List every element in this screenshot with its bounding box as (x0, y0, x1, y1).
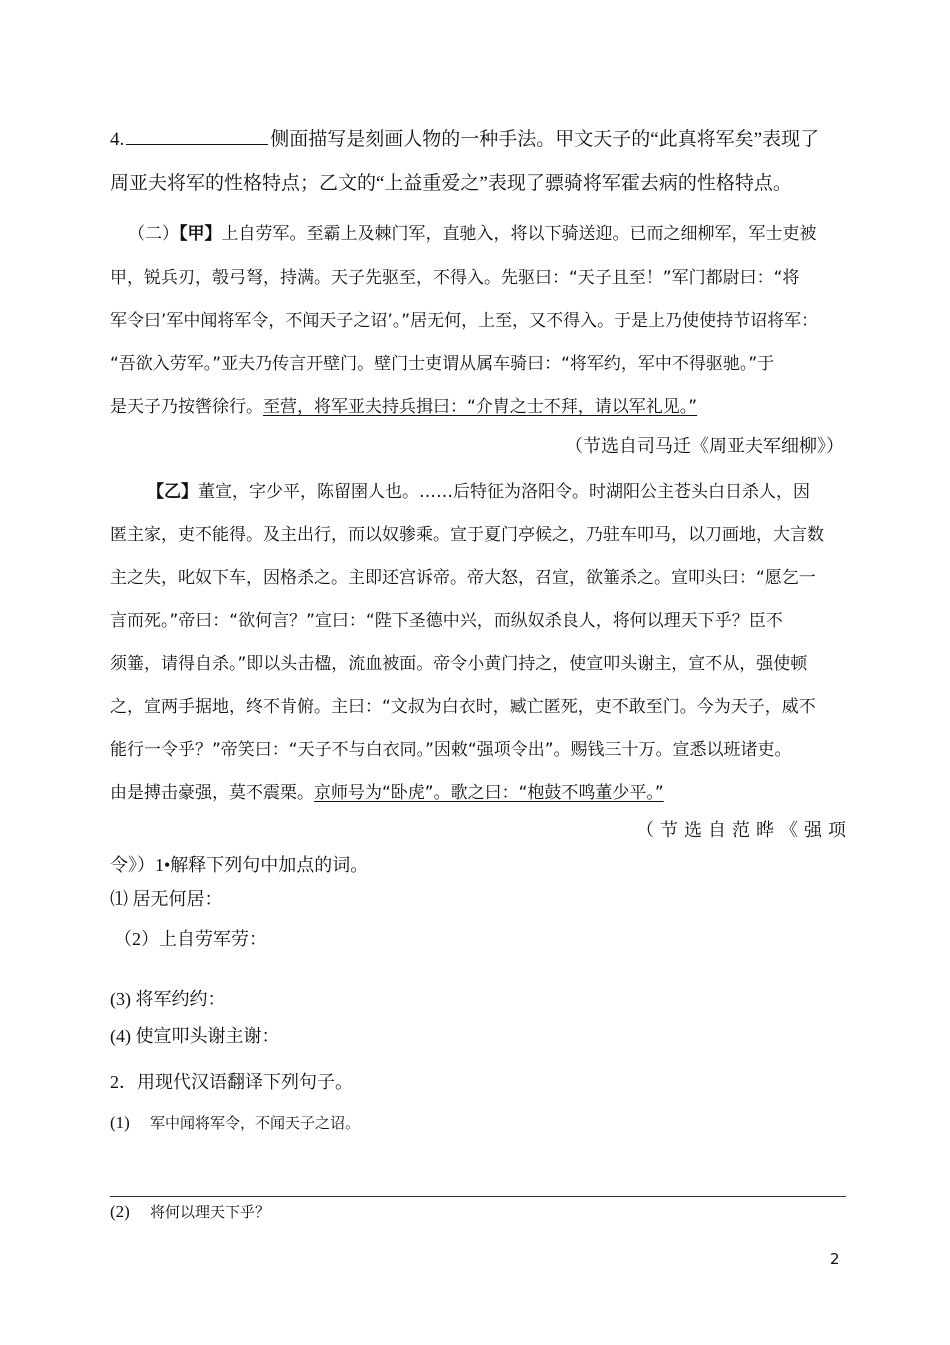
question-4-line-2: 周亚夫将军的性格特点；乙文的“上益重爱之”表现了骠骑将军霍去病的性格特点。 (110, 173, 792, 194)
question-1-item-3: (3) 将军约约： (110, 989, 226, 1009)
passage-jia-line-2: 甲，锐兵刃，彀弓弩，持满。天子先驱至，不得入。先驱曰：“天子且至！”军门都尉曰：“将 (110, 268, 800, 288)
question-4-text: 侧面描写是刻画人物的一种手法。甲文天子的“此真将军矣”表现了 (270, 129, 820, 150)
passage-yi-text: 董宣，字少平，陈留圉人也。……后特征为洛阳令。时湖阳公主苍头白日杀人，因 (198, 482, 810, 502)
item-text: 军中闻将军令，不闻天子之诏。 (150, 1114, 361, 1132)
source-char: 选 (684, 820, 702, 840)
question-1-item-1: ⑴ 居无何居： (110, 889, 223, 909)
passage-jia-line-5 (110, 392, 697, 417)
source-char: 节 (660, 820, 678, 840)
question-4-number: 4. (110, 129, 125, 150)
underlined-sentence: 至营，将军亚夫持兵揖曰：“介胄之士不拜，请以军礼见。” (263, 397, 698, 417)
passage-yi-text: 由是搏击豪强，莫不震栗。 (110, 783, 314, 803)
question-1-item-4: (4) 使宣叩头谢主谢： (110, 1026, 280, 1046)
source-char: 自 (708, 820, 726, 840)
question-2-title: 2．用现代汉语翻译下列句子。 (110, 1072, 353, 1092)
source-char: 《 (780, 820, 798, 840)
passage-yi-line-8 (110, 778, 664, 803)
passage-jia-line-1 (128, 219, 817, 244)
passage-jia-text: 上自劳军。至霸上及棘门军，直驰入，将以下骑送迎。已而之细柳军，军士吏被 (221, 224, 817, 244)
question-2-item-1 (110, 1112, 360, 1133)
source-char: 晔 (756, 820, 774, 840)
passage-yi-line-7: 能行一令乎？”帝笑曰：“天子不与白衣同。”因敕“强项令出”。赐钱三十万。宣悉以班诸吏。 (110, 740, 792, 760)
source-char: 范 (732, 820, 750, 840)
section-label: （二） (128, 224, 179, 244)
item-number: (2) (110, 1202, 130, 1221)
question-1-item-2: （2）上自劳军劳： (114, 929, 267, 949)
passage-jia-label: 【甲】 (179, 224, 222, 244)
passage-yi-line-4: 言而死。”帝曰：“欲何言？”宣曰：“陛下圣德中兴，而纵奴杀良人，将何以理天下乎？臣不 (110, 611, 783, 631)
passage-yi-label: 【乙】 (147, 482, 198, 502)
source-char: 强 (804, 820, 822, 840)
underlined-sentence: 京师号为“卧虎”。歌之曰：“枹鼓不鸣董少平。” (314, 783, 664, 803)
source-char: （ (636, 820, 654, 840)
passage-jia-line-3: 军令曰’军中闻将军令，不闻天子之诏’。”居无何，上至，又不得入。于是上乃使使持节诏将军： (110, 311, 819, 331)
passage-jia-source: （节选自司马迁《周亚夫军细柳》） (565, 436, 844, 456)
item-number: (1) (110, 1113, 130, 1132)
passage-yi-line-1 (147, 477, 810, 502)
question-2-item-2 (110, 1201, 270, 1222)
answer-blank[interactable] (126, 126, 268, 145)
question-1-title: 令》）1•解释下列句中加点的词。 (110, 855, 369, 875)
passage-yi-line-5: 须箠，请得自杀。”即以头击楹，流血被面。帝令小黄门持之，使宣叩头谢主，宣不从，强使顿 (110, 654, 808, 674)
source-char: 项 (828, 820, 846, 840)
item-text: 将何以理天下乎？ (150, 1203, 271, 1221)
question-4-line-1 (110, 124, 819, 151)
passage-yi-line-3: 主之失，叱奴下车，因格杀之。主即还宫诉帝。帝大怒，召宣，欲箠杀之。宣叩头曰：“愿乞一 (110, 568, 816, 588)
passage-jia-text: 是天子乃按辔徐行。 (110, 397, 263, 417)
passage-yi-line-2: 匿主家，吏不能得。及主出行，而以奴骖乘。宣于夏门亭候之，乃驻车叩马，以刀画地，大言数 (110, 525, 824, 545)
passage-jia-line-4: “吾欲入劳军。”亚夫乃传言开壁门。壁门士吏谓从属车骑曰：“将军约，军中不得驱驰。”于 (110, 354, 775, 374)
passage-yi-source (636, 816, 846, 842)
page-number: 2 (830, 1250, 840, 1268)
answer-line[interactable] (110, 1196, 846, 1197)
passage-yi-line-6: 之，宣两手据地，终不肯俯。主曰：“文叔为白衣时，臧亡匿死，吏不敢至门。今为天子，威不 (110, 697, 816, 717)
